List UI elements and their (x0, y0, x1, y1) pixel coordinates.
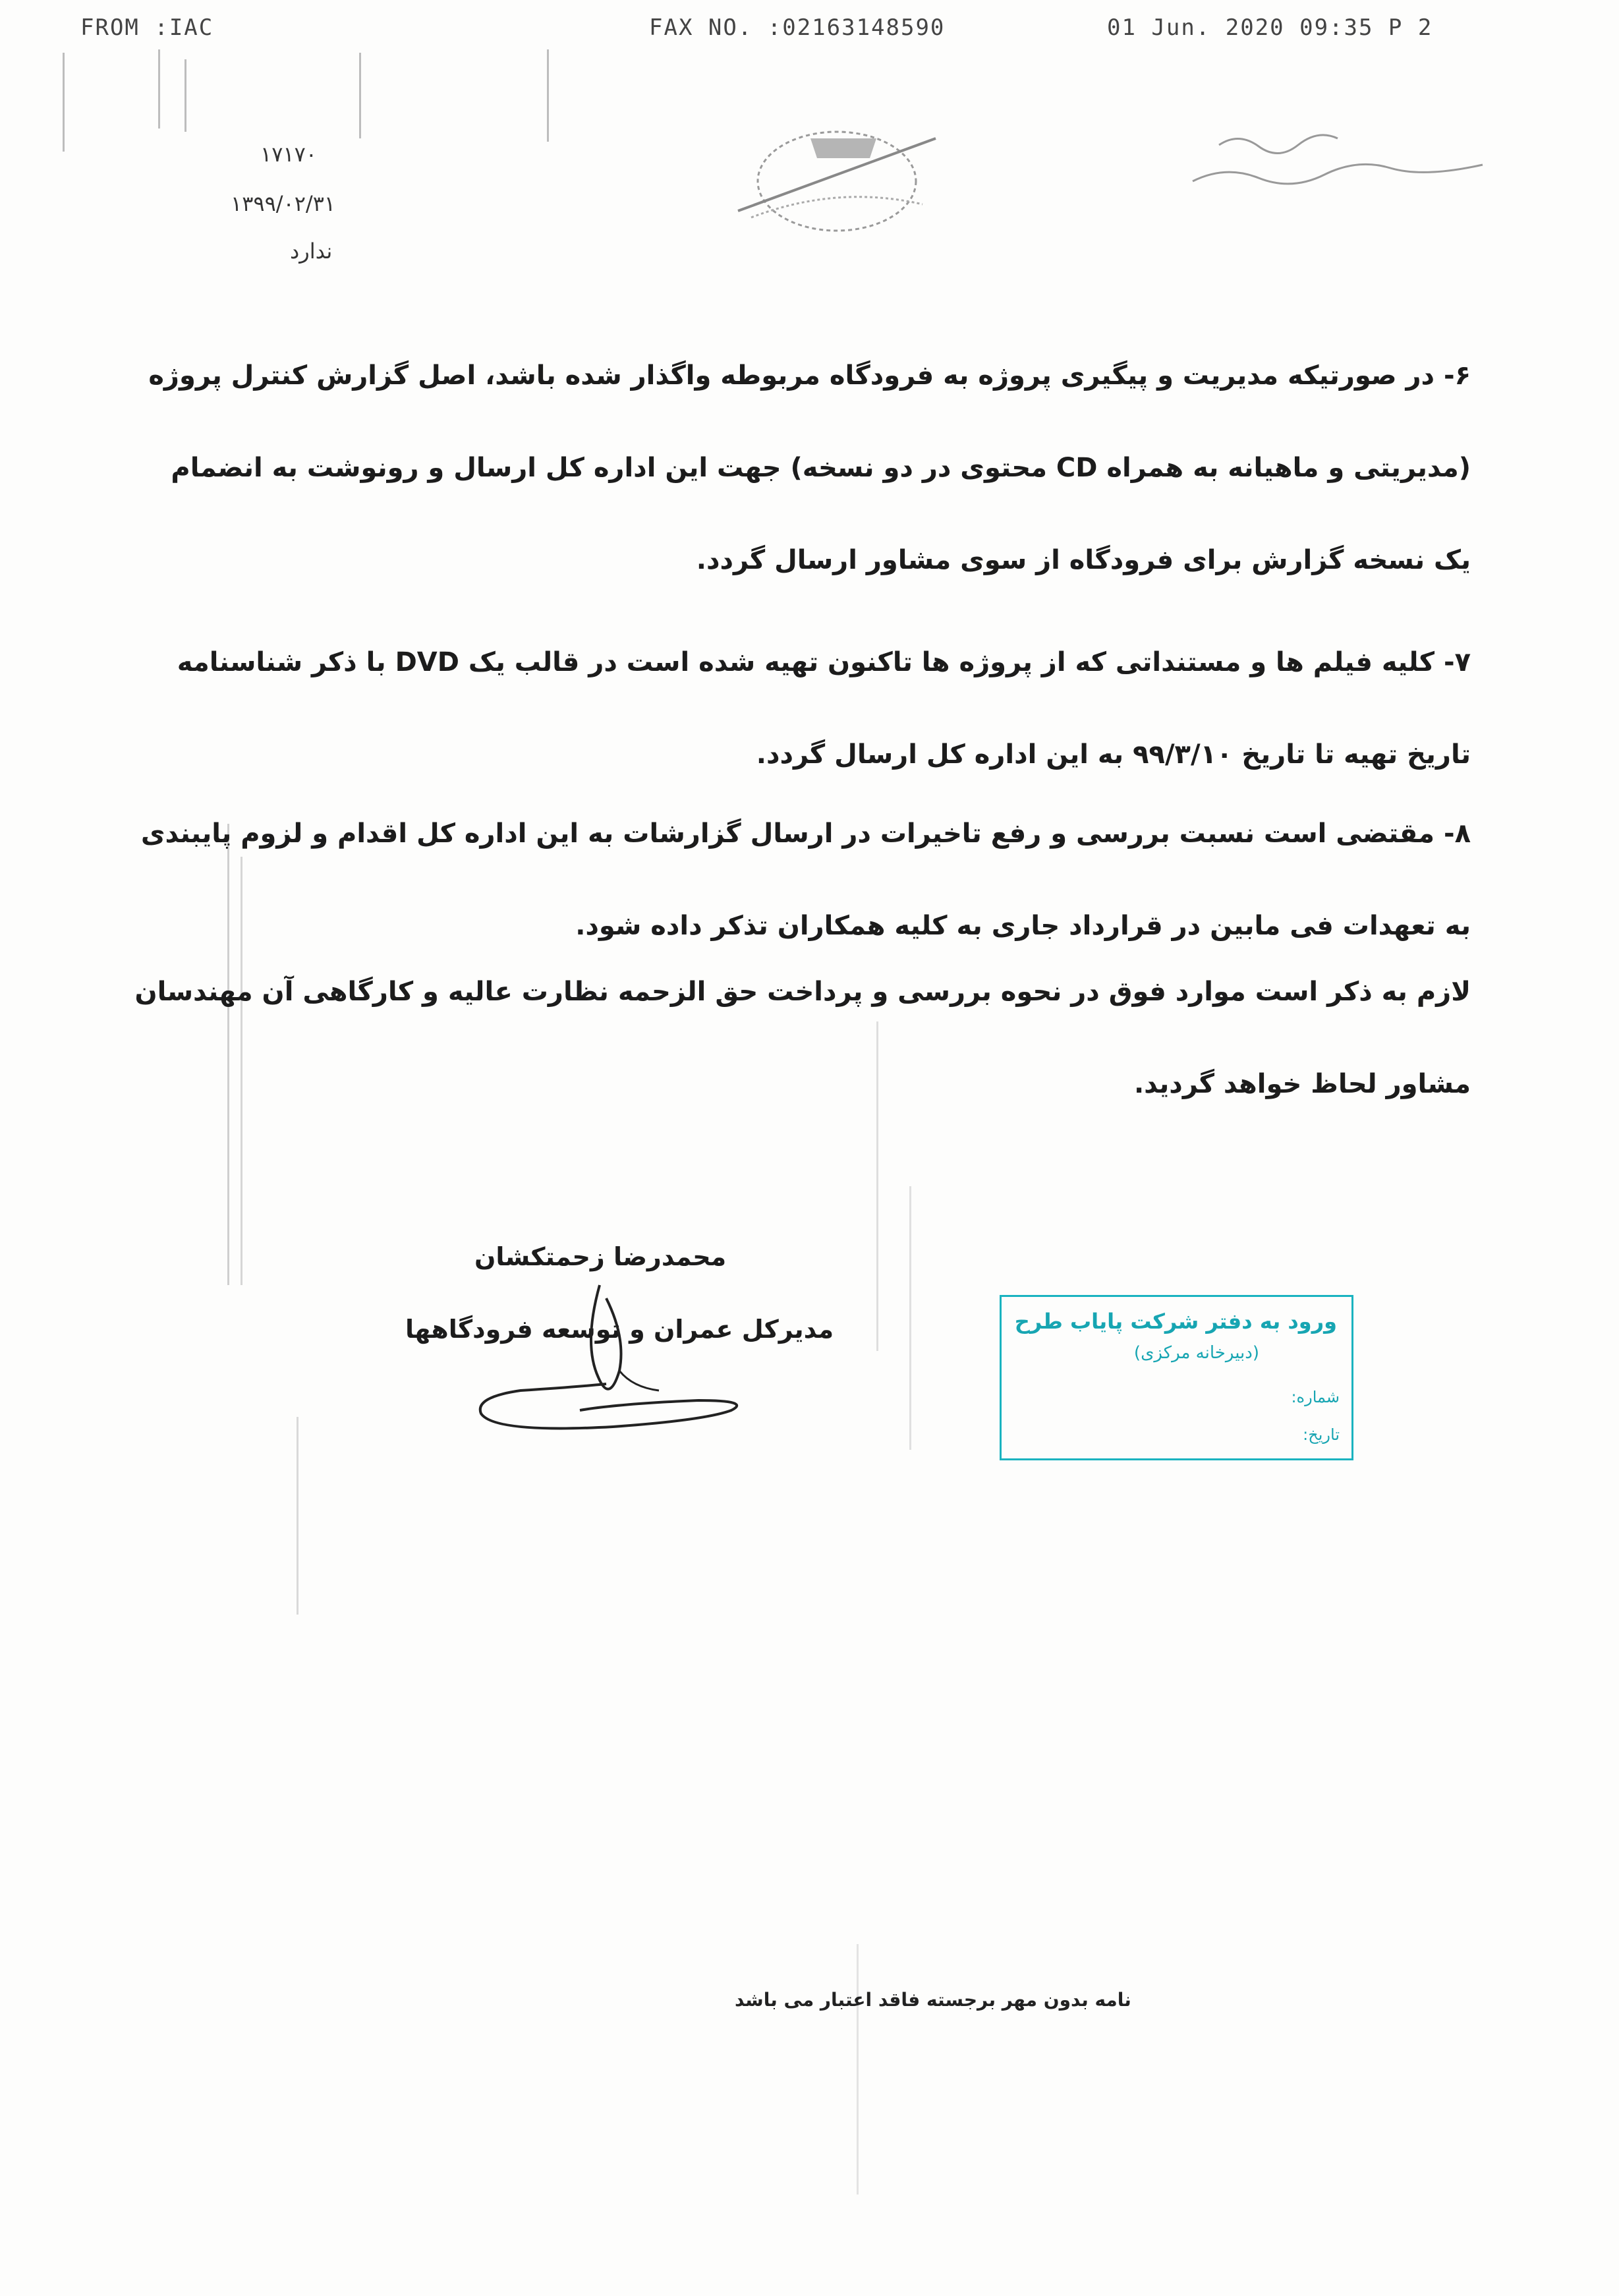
receipt-stamp (1000, 1295, 1353, 1460)
fax-number: FAX NO. :02163148590 (649, 14, 946, 41)
stamp-date-label: تاریخ: (1303, 1425, 1340, 1444)
letter-number: ۱۷۱۷۰ (260, 142, 317, 167)
paragraph-item-8 (140, 788, 1471, 972)
handwritten-signature (422, 1272, 791, 1456)
handwritten-note (1179, 119, 1509, 198)
stamp-title: ورود به دفتر شرکت پایاب طرح (1014, 1309, 1337, 1334)
paragraph-item-6 (148, 330, 1471, 606)
paragraph-line: (مدیریتی و ماهیانه به همراه CD محتوی در دو نسخه) جهت این اداره کل ارسال و رونوشت به انضمام (171, 453, 1471, 483)
closing-note (134, 946, 1471, 1130)
paragraph-line: ۸- مقتضی است نسبت بررسی و رفع تاخیرات در ارسال گزارشات به این اداره کل اقدام و لزوم پایبندی (140, 818, 1471, 849)
signatory-title: مدیرکل عمران و توسعه فرودگاهها (405, 1315, 834, 1344)
closing-line: لازم به ذکر است موارد فوق در نحوه بررسی و پرداخت حق الزحمه نظارت عالیه و کارگاهی آن مهندسان (134, 977, 1471, 1007)
organization-emblem (712, 112, 962, 244)
paragraph-line: یک نسخه گزارش برای فرودگاه از سوی مشاور ارسال گردد. (696, 545, 1471, 575)
stamp-subtitle: (دبیرخانه مرکزی) (1133, 1343, 1259, 1363)
signatory-name: محمدرضا زحمتکشان (474, 1242, 727, 1271)
closing-line: مشاور لحاظ خواهد گردید. (1133, 1069, 1471, 1099)
paragraph-line: تاریخ تهیه تا تاریخ ۹۹/۳/۱۰ به این اداره کل ارسال گردد. (756, 739, 1471, 770)
paragraph-line: ۶- در صورتیکه مدیریت و پیگیری پروژه به فرودگاه مربوطه واگذار شده باشد، اصل گزارش کنترل پروژه (148, 360, 1471, 391)
paragraph-line: ۷- کلیه فیلم ها و مستنداتی که از پروژه ها تاکنون تهیه شده است در قالب یک DVD با ذکر شناسنامه (177, 647, 1471, 677)
fax-date-page: 01 Jun. 2020 09:35 P 2 (1107, 14, 1433, 41)
stamp-number-label: شماره: (1291, 1388, 1340, 1406)
paragraph-line: به تعهدات فی مابین در قرارداد جاری به کلیه همکاران تذکر داده شود. (575, 911, 1471, 941)
letter-date: ۱۳۹۹/۰۲/۳۱ (231, 191, 336, 216)
letter-attachment: ندارد (290, 239, 333, 264)
footer-note: نامه بدون مهر برجسته فاقد اعتبار می باشد (735, 1989, 1131, 2011)
paragraph-item-7 (177, 616, 1471, 801)
fax-from: FROM :IAC (80, 14, 214, 41)
